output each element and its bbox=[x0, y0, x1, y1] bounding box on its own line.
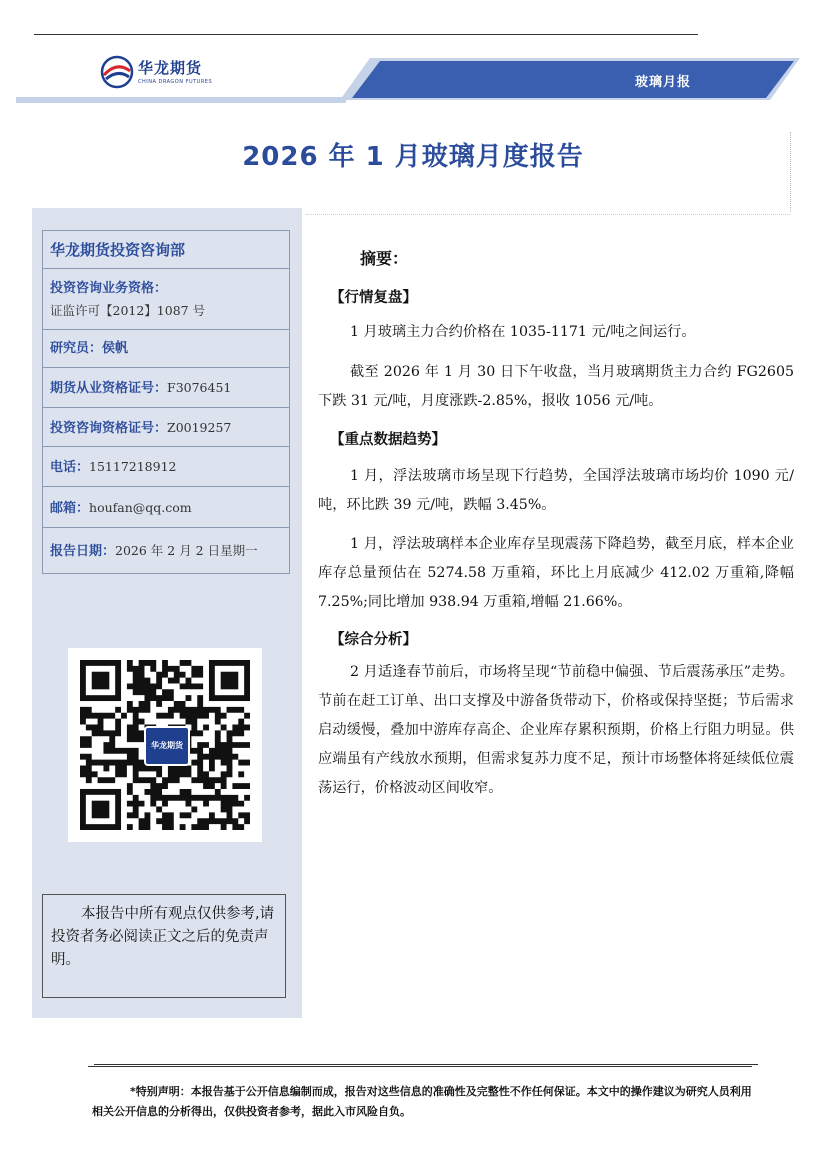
phone-label: 电话： bbox=[50, 460, 90, 475]
advisory-cert-value: Z0019257 bbox=[167, 420, 232, 435]
email-label: 邮箱： bbox=[50, 501, 90, 516]
qr-code bbox=[68, 648, 262, 842]
researcher-row bbox=[43, 330, 289, 368]
top-rule bbox=[34, 34, 698, 35]
phone-row bbox=[43, 447, 289, 487]
qualification-label: 投资咨询业务资格： bbox=[50, 281, 168, 296]
disclaimer-box bbox=[42, 894, 286, 998]
section-tag: 玻璃月报 bbox=[635, 75, 692, 90]
department-row bbox=[43, 231, 289, 269]
divider bbox=[306, 214, 790, 215]
email-value[interactable]: houfan@qq.com bbox=[89, 500, 192, 515]
sidebar bbox=[32, 208, 302, 1018]
key-data-paragraph-1: 1 月，浮法玻璃市场呈现下行趋势，全国浮法玻璃市场均价 1090 元/吨，环比跌 39 元/吨，跌幅 3.45%。 bbox=[318, 468, 794, 513]
qr-brand: 华龙期货 bbox=[151, 741, 183, 750]
researcher-name: 侯帆 bbox=[102, 341, 129, 356]
qualification-row bbox=[43, 269, 289, 330]
email-row bbox=[43, 487, 289, 528]
market-review-paragraph-1: 1 月玻璃主力合约价格在 1035-1171 元/吨之间运行。 bbox=[350, 324, 696, 340]
researcher-label: 研究员： bbox=[50, 341, 103, 356]
report-date-row bbox=[43, 528, 289, 573]
futures-cert-value: F3076451 bbox=[167, 380, 232, 395]
abstract-title: 摘要： bbox=[360, 249, 409, 268]
brand-name: 华龙期货 bbox=[138, 59, 203, 77]
footer-rule bbox=[94, 1064, 758, 1065]
disclaimer-text: 本报告中所有观点仅供参考,请投资者务必阅读正文之后的免责声明。 bbox=[51, 906, 275, 968]
section-heading-analysis: 【综合分析】 bbox=[330, 632, 417, 648]
qr-center-label bbox=[144, 726, 190, 766]
advisory-cert-label: 投资咨询资格证号： bbox=[50, 421, 168, 436]
footer-rule bbox=[88, 1066, 752, 1067]
key-data-paragraph-2: 1 月，浮法玻璃样本企业库存呈现震荡下降趋势，截至月底，样本企业库存总量预估在 5274.58 万重箱，环比上月底减少 412.02 万重箱,降幅 7.25%;同比增加 938.94 万重箱,增幅 21.66%。 bbox=[318, 536, 794, 610]
company-logo bbox=[100, 55, 220, 95]
market-review-paragraph-2: 截至 2026 年 1 月 30 日下午收盘，当月玻璃期货主力合约 FG2605 下跌 31 元/吨，月度涨跌-2.85%，报收 1056 元/吨。 bbox=[318, 364, 794, 409]
header-band bbox=[16, 97, 346, 103]
futures-cert-row bbox=[43, 368, 289, 408]
logo-icon bbox=[100, 55, 134, 89]
analyst-info-box bbox=[42, 230, 290, 574]
analysis-paragraph: 2 月适逢春节前后，市场将呈现“节前稳中偏强、节后震荡承压”走势。节前在赶工订单、出口支撑及中游备货带动下，价格或保持坚挺；节后需求启动缓慢，叠加中游库存高企、企业库存累积预期，价格上行阻力明显。供应端虽有产线放水预期，但需求复苏力度不足，预计市场整体将延续低位震荡运行，价格波动区间收窄。 bbox=[318, 664, 794, 796]
futures-cert-label: 期货从业资格证号： bbox=[50, 381, 168, 396]
section-heading-key-data: 【重点数据趋势】 bbox=[330, 432, 446, 448]
brand-name-en: CHINA DRAGON FUTURES bbox=[138, 79, 213, 85]
report-date-value: 2026 年 2 月 2 日星期一 bbox=[115, 543, 258, 558]
header-tab bbox=[330, 58, 800, 100]
report-title: 2026 年 1 月玻璃月度报告 bbox=[242, 142, 584, 172]
department-name: 华龙期货投资咨询部 bbox=[50, 241, 186, 259]
divider bbox=[790, 132, 791, 212]
phone-value: 15117218912 bbox=[89, 459, 177, 474]
section-heading-market-review: 【行情复盘】 bbox=[330, 290, 417, 306]
footer-statement: *特别声明：本报告基于公开信息编制而成，报告对这些信息的准确性及完整性不作任何保证。本文中的操作建议为研究人员利用相关公开信息的分析得出，仅供投资者参考，据此入市风险自负。 bbox=[92, 1085, 752, 1118]
qualification-value: 证监许可【2012】1087 号 bbox=[50, 303, 206, 318]
advisory-cert-row bbox=[43, 408, 289, 447]
report-date-label: 报告日期： bbox=[50, 544, 116, 559]
